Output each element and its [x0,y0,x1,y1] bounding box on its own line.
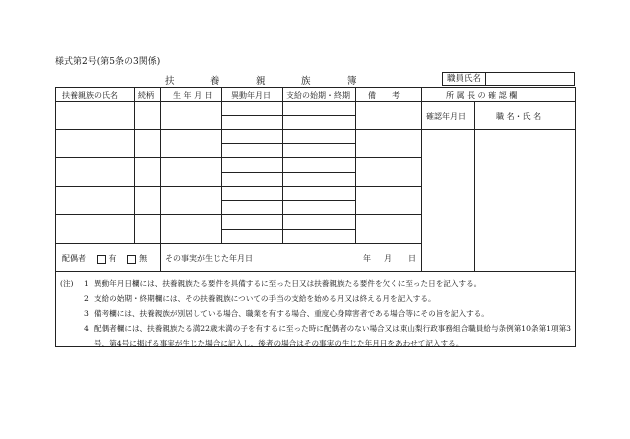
note-number: 4 [84,324,89,333]
note-number: 1 [84,279,89,288]
header-dependent-name: 扶養親族の氏名 [62,91,118,100]
header-remarks: 備 考 [368,91,400,100]
note-item [60,321,575,351]
note-text: 備考欄には、扶養親族が別居している場合、職業を有する場合、重度心身障害者である場合等にその旨を記入する。 [94,309,489,318]
title-char-2: 養 [210,76,221,87]
notes-prefix: (注) [60,279,74,288]
notes-section [60,276,575,351]
form-number-label: 様式第2号(第5条の3関係) [55,57,161,67]
header-confirm-title-name: 職 名・氏 名 [496,112,542,121]
fact-date-month: 月 [384,254,392,263]
header-confirmation: 所 属 長 の 確 認 欄 [446,91,518,100]
fact-date-year: 年 [363,254,371,263]
staff-name-label: 職員氏名 [442,72,486,86]
spouse-no-checkbox[interactable] [127,255,136,264]
note-number: 3 [84,309,89,318]
spouse-no-label: 無 [139,254,148,263]
note-item [60,291,575,306]
title-char-3: 親 [256,76,267,87]
fact-date-label: その事実が生じた年月日 [165,254,253,263]
spouse-label: 配偶者 [62,254,86,263]
spouse-yes-checkbox[interactable] [97,255,106,264]
title-char-1: 扶 [165,76,176,87]
fact-date-day: 日 [408,254,416,263]
note-item [60,306,575,321]
title-char-5: 簿 [347,76,358,87]
header-allowance-period: 支給の始期・終期 [286,91,350,100]
note-text: 異動年月日欄には、扶養親族たる要件を具備するに至った日又は扶養親族たる要件を欠くに至った日を記入する。 [94,279,482,288]
spouse-row [62,253,147,264]
note-number: 2 [84,294,89,303]
header-relationship: 続柄 [138,91,154,100]
header-birth-date: 生 年 月 日 [173,91,213,100]
note-text: 支給の始期・終期欄には、その扶養親族についての手当の支給を始める月又は終える月を記入する。 [94,294,436,303]
spouse-yes-label: 有 [108,254,117,263]
note-item [60,276,575,291]
note-text: 配偶者欄には、扶養親族たる満22歳未満の子を有するに至った時に配偶者のない場合又は東山梨行政事務組合職員給与条例第10条第1項第3号、第4号に掲げる事実が生じた場合に記入し、後者の場合はその事実の生じた年月日をあわせて記入する。 [94,324,572,348]
header-change-date: 異動年月日 [231,91,271,100]
title-char-4: 族 [301,76,312,87]
header-confirm-date: 確認年月日 [426,112,466,121]
